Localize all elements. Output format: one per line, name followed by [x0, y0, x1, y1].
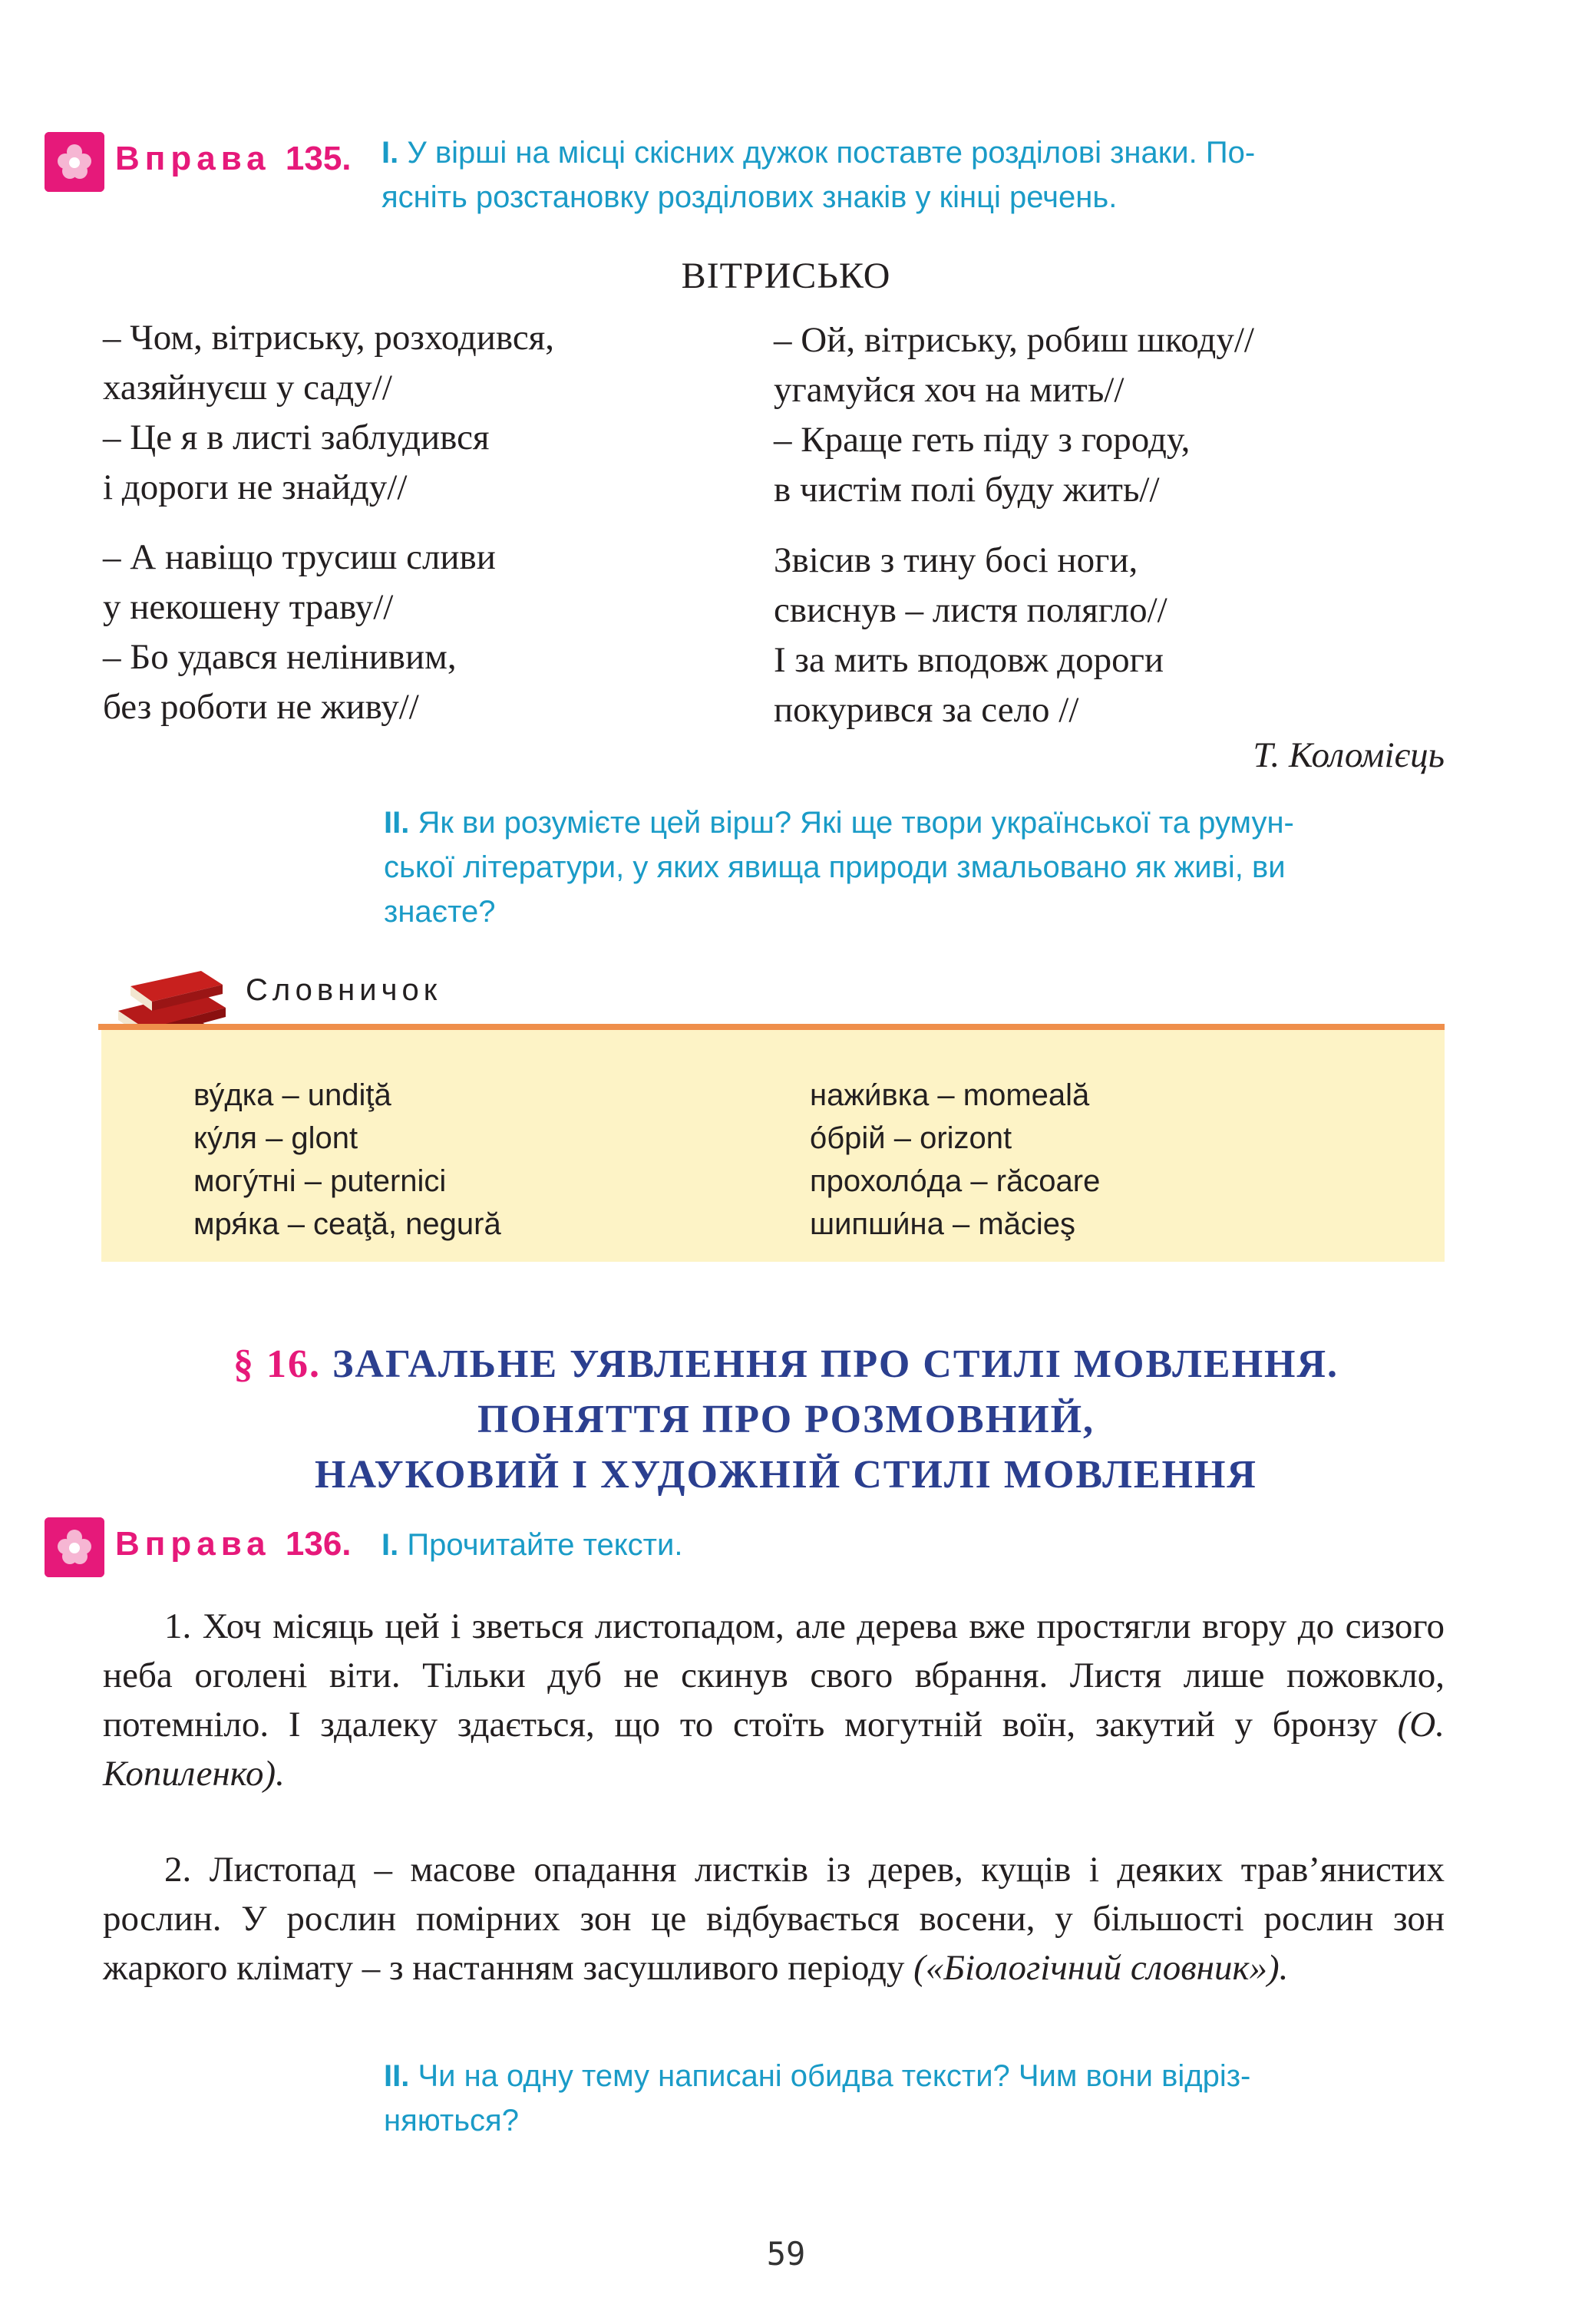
task-2: ІІ. Чи на одну тему написані обидва тексти? Чим вони відріз- няються? — [384, 2059, 1251, 2137]
glossary-entry: прохоло́да – răcoare — [810, 1164, 1101, 1198]
flower-icon — [45, 1517, 104, 1577]
poem-stanza: Звісив з тину босі ноги, свиснув – листя полягло// І за мить вподовж дороги покурився за село // — [774, 540, 1167, 730]
glossary-entry: ку́ля – glont — [193, 1121, 358, 1155]
glossary-divider — [98, 1024, 1445, 1030]
text-source: (О. Копиленко). — [103, 1705, 1445, 1794]
glossary-right — [810, 1074, 1100, 1246]
glossary-entry: мря́ка – ceaţă, negură — [193, 1207, 501, 1241]
page-number: 59 — [766, 2235, 806, 2273]
glossary-entry: шипши́на – măcieş — [810, 1207, 1076, 1241]
exercise-label: Вправа 136. — [115, 1525, 352, 1563]
text-1: 1. Хоч місяць цей і зветься листопадом, але дерева вже простягли вгору до сизого неба оголені віти. Тільки дуб не скинув свого вбрання. Листя лише пожовкло, потемніло. І здалеку здається, що то стоїть могутній воїн, закутий у бронзу (О. Копиленко). — [103, 1606, 1445, 1794]
glossary-entry: о́брій – orizont — [810, 1121, 1012, 1155]
text-2: 2. Листопад – масове опадання листків із дерев, кущів і деяких трав’янистих рослин. У рослин помірних зон це відбувається восени, у більшості рослин зон жаркого клімату – з настанням засушливого періоду («Біологічний словник»). — [103, 1850, 1445, 1988]
glossary-title: Словничок — [246, 973, 442, 1007]
poem-stanza: – Чом, вітриську, розходився, хазяйнуєш у саду// – Це я в листі заблудився і дороги не знайду// — [103, 318, 555, 507]
glossary-entry: могу́тні – puternici — [193, 1164, 447, 1198]
exercise-label: Вправа 135. — [115, 140, 352, 177]
task-2: ІІ. Як ви розумієте цей вірш? Які ще твори української та румун- ської літератури, у яких явища природи змальовано як живі, ви знаєте? — [384, 806, 1294, 929]
task-1: І. У вірші на місці скісних дужок поставте розділові знаки. По- ясніть розстановку розділових знаків у кінці речень. — [381, 136, 1256, 214]
text-source: («Біологічний словник»). — [913, 1948, 1289, 1988]
task-1: І. Прочитайте тексти. — [381, 1528, 683, 1562]
poem-stanza: – Ой, вітриську, робиш шкоду// угамуйся хоч на мить// – Краще геть піду з городу, в чистім полі буду жить// — [774, 320, 1254, 510]
flower-icon — [45, 132, 104, 192]
poem-stanza: – А навіщо трусиш сливи у некошену траву// – Бо удався нелінивим, без роботи не живу// — [103, 537, 496, 727]
poem-author: Т. Коломієць — [1253, 735, 1445, 775]
glossary-entry: ву́дка – undiţă — [193, 1078, 391, 1112]
glossary-entry: нажи́вка – momeală — [810, 1078, 1090, 1112]
section-heading: § 16. ЗАГАЛЬНЕ УЯВЛЕННЯ ПРО СТИЛІ МОВЛЕННЯ. ПОНЯТТЯ ПРО РОЗМОВНИЙ, НАУКОВИЙ І ХУДОЖНІЙ СТИЛІ МОВЛЕННЯ — [233, 1342, 1339, 1497]
section-sign: § 16. — [233, 1342, 321, 1386]
poem-title: ВІТРИСЬКО — [681, 256, 891, 296]
glossary-left — [193, 1074, 501, 1246]
